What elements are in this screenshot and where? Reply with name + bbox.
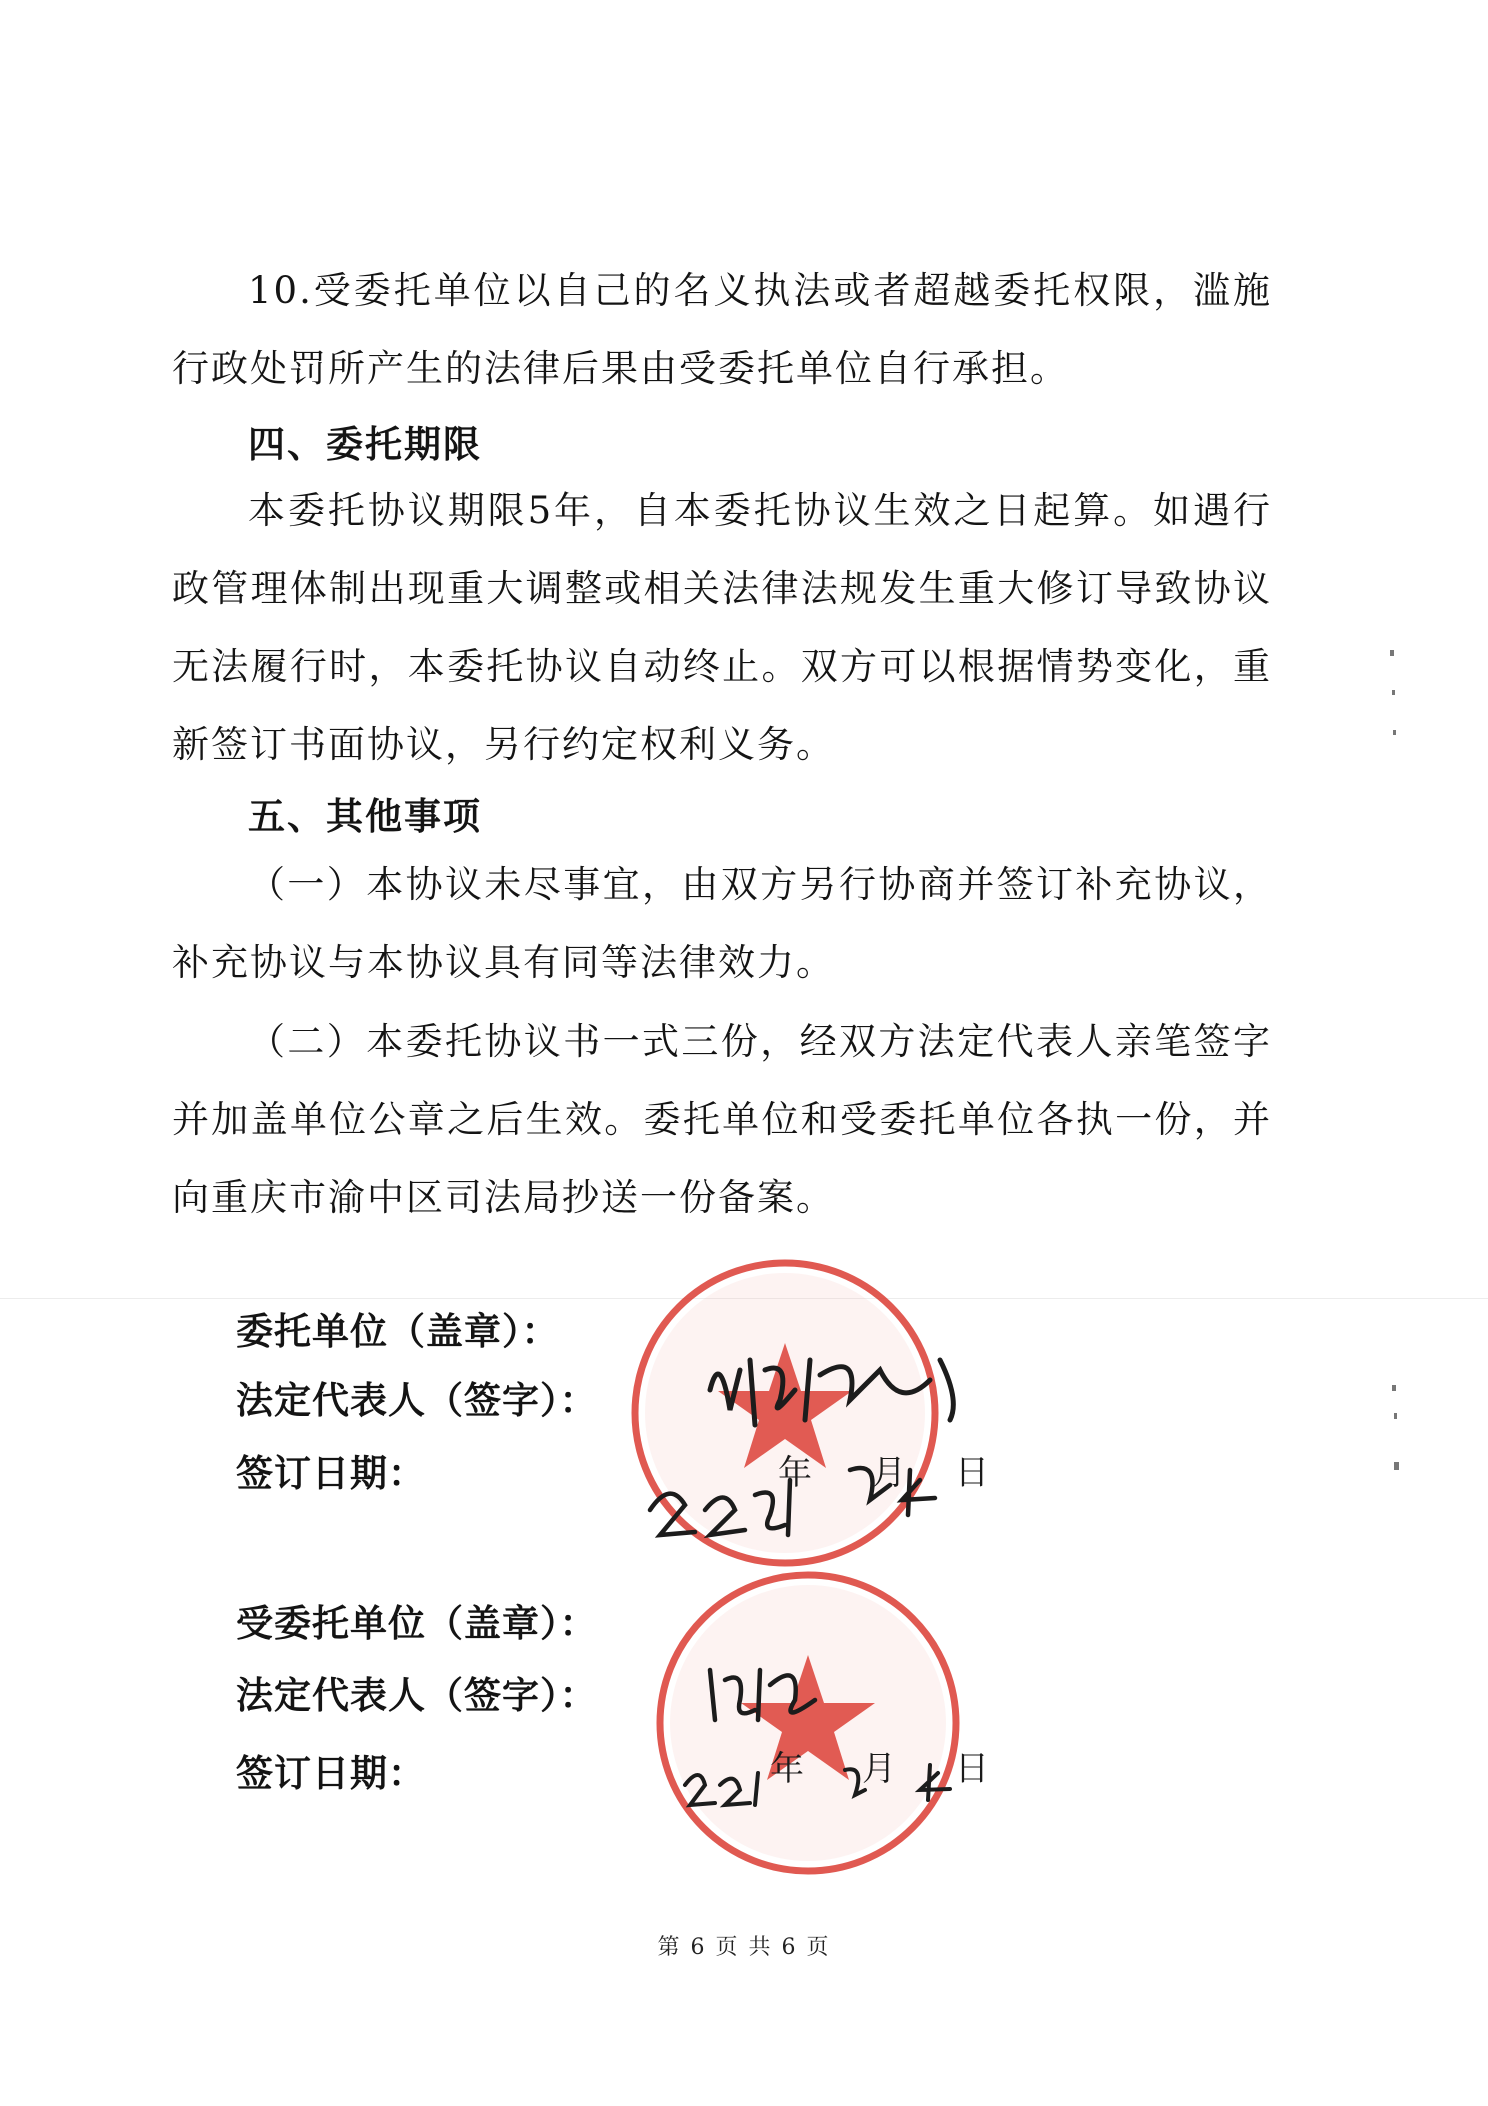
entrusted-unit-label: 受委托单位（盖章）： (236, 1602, 598, 1645)
date-month-char-1: 月 (872, 1453, 906, 1493)
clause-10-paragraph: 10.受委托单位以自己的名义执法或者超越委托权限，滥施行政处罚所产生的法律后果由受委托单位自行承担。 (172, 269, 1272, 390)
section-heading-term: 四、委托期限 (248, 423, 482, 466)
date-month-char-2: 月 (862, 1749, 896, 1789)
date-day-char-2: 日 (955, 1749, 989, 1789)
handwritten-signature-1 (700, 1330, 1000, 1440)
date-day-char-1: 日 (955, 1453, 989, 1493)
page-number-footer: 第 6 页 共 6 页 (657, 1935, 831, 1960)
scan-artifact-mark (1394, 1462, 1399, 1470)
section-heading-other: 五、其他事项 (248, 795, 482, 838)
scan-artifact-mark (1393, 730, 1396, 735)
sign-date-label-1: 签订日期： (236, 1452, 426, 1495)
scan-artifact-mark (1392, 690, 1395, 695)
legal-rep-label-1: 法定代表人（签字）： (236, 1379, 598, 1422)
date-year-char-2: 年 (770, 1749, 804, 1789)
handwritten-signature-2 (700, 1640, 830, 1730)
scan-artifact-mark (1390, 650, 1394, 656)
sign-date-label-2: 签订日期： (236, 1752, 426, 1795)
other-item-2-paragraph: （二）本委托协议书一式三份，经双方法定代表人亲笔签字并加盖单位公章之后生效。委托单位和受委托单位各执一份，并向重庆市渝中区司法局抄送一份备案。 (172, 1020, 1272, 1219)
date-year-char-1: 年 (778, 1453, 812, 1493)
handwritten-date-2 (680, 1745, 980, 1815)
scan-artifact-mark (1392, 1385, 1396, 1391)
scan-artifact-mark (1394, 1413, 1397, 1419)
legal-rep-label-2: 法定代表人（签字）： (236, 1674, 598, 1717)
term-paragraph: 本委托协议期限5年，自本委托协议生效之日起算。如遇行政管理体制出现重大调整或相关法律法规发生重大修订导致协议无法履行时，本委托协议自动终止。双方可以根据情势变化，重新签订书面协议，另行约定权利义务。 (172, 489, 1272, 766)
other-item-1-paragraph: （一）本协议未尽事宜，由双方另行协商并签订补充协议，补充协议与本协议具有同等法律效力。 (172, 863, 1272, 984)
entrusting-unit-label: 委托单位（盖章）： (236, 1310, 560, 1353)
